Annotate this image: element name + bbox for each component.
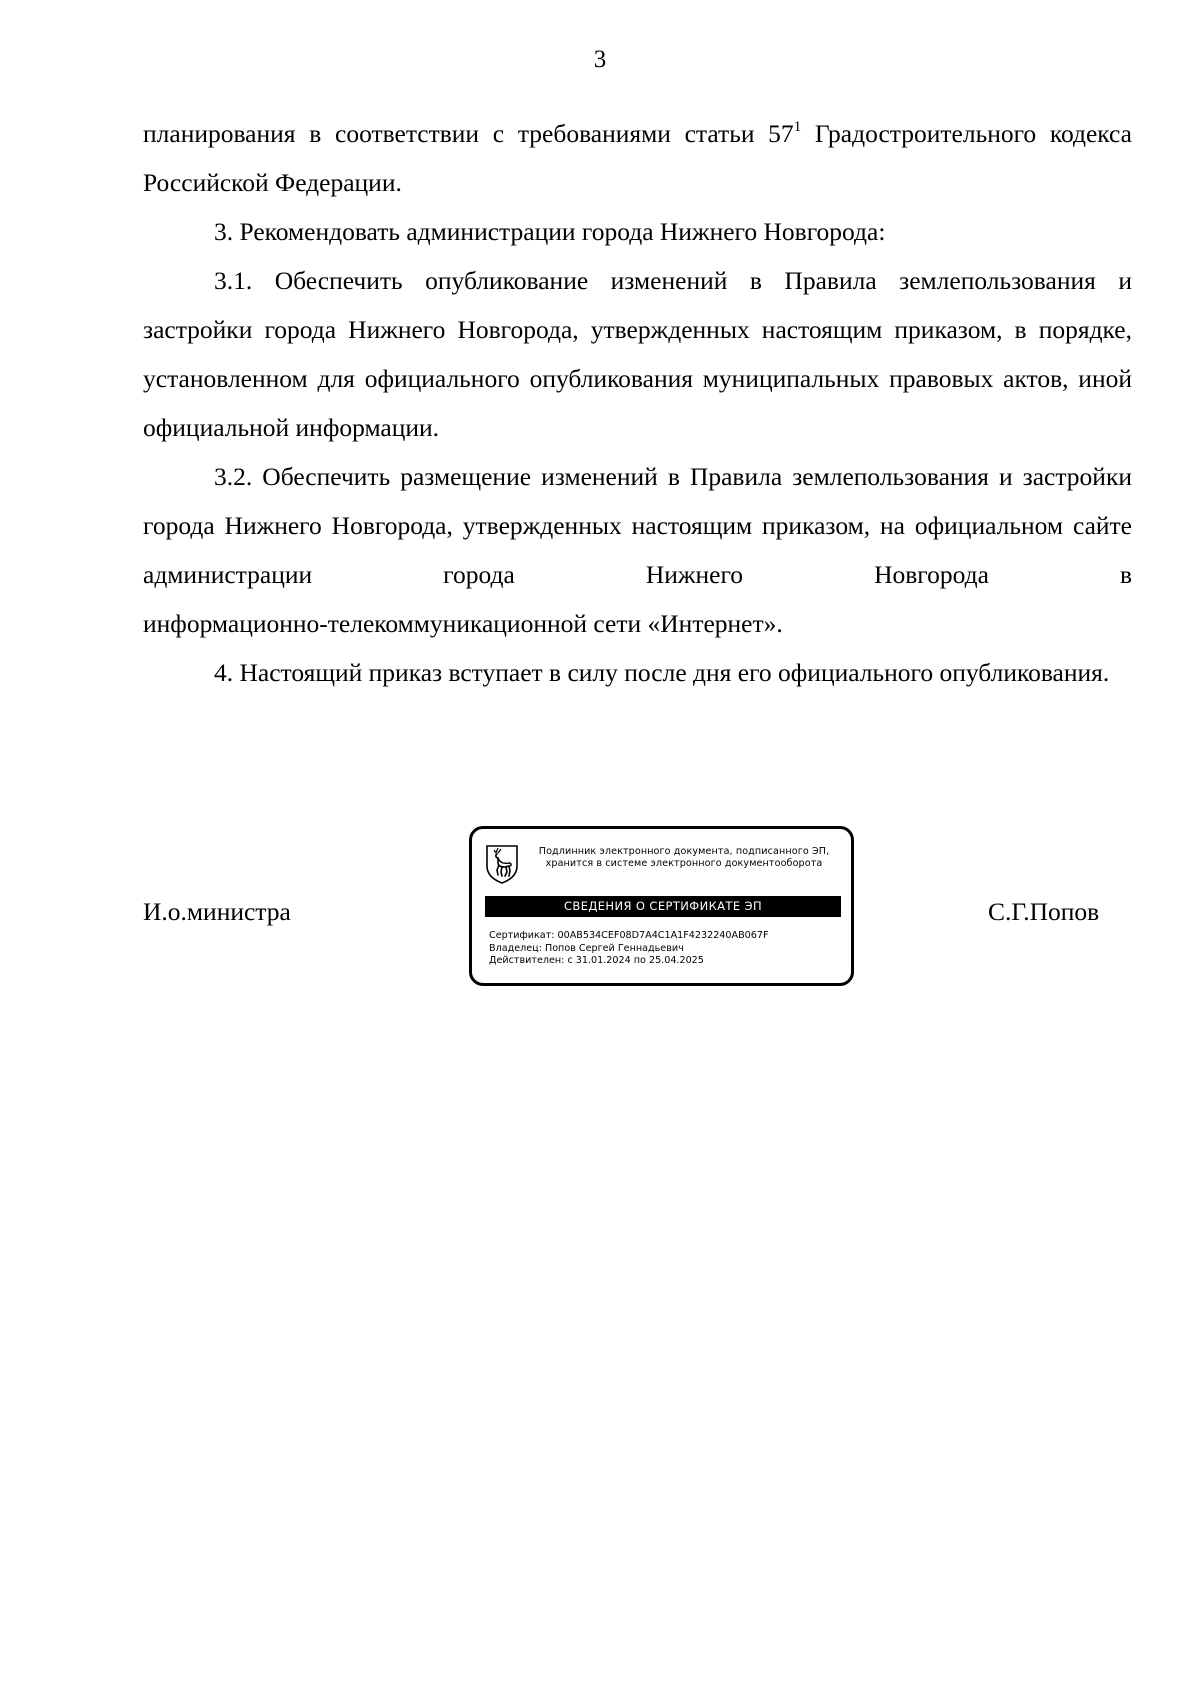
document-body: [143, 109, 1132, 697]
electronic-signature-stamp: [469, 826, 854, 986]
deer-coat-of-arms-icon: [485, 844, 519, 884]
paragraph-item-3-2: 3.2. Обеспечить размещение изменений в Правила землепользования и застройки города Нижнего Новгорода, утвержденных настоящим приказом, на официальном сайте администрации города Нижнего Новгорода в: [143, 462, 1132, 589]
certificate-number: Сертификат: 00AB534CEF08D7A4C1A1F4232240AB067F: [489, 930, 769, 941]
paragraph-item-3: 3. Рекомендовать администрации города Нижнего Новгорода:: [214, 217, 886, 246]
stamp-notice-line: хранится в системе электронного документооборота: [545, 858, 823, 869]
stamp-header: СВЕДЕНИЯ О СЕРТИФИКАТЕ ЭП: [485, 896, 841, 917]
signatory-name: С.Г.Попов: [988, 897, 1100, 926]
certificate-owner: Владелец: Попов Сергей Геннадьевич: [489, 942, 684, 954]
stamp-notice-line: Подлинник электронного документа, подписанного ЭП,: [538, 846, 830, 857]
signatory-role: И.о.министра: [143, 897, 291, 926]
superscript-index: 1: [793, 119, 802, 135]
certificate-validity: Действителен: с 31.01.2024 по 25.04.2025: [489, 955, 704, 966]
paragraph-text: планирования в соответствии с требованиями статьи 57: [143, 119, 794, 148]
paragraph-continuation: [143, 109, 1132, 207]
stamp-notice: [524, 846, 844, 870]
paragraph-item-4: 4. Настоящий приказ вступает в силу после дня его официального опубликования.: [214, 658, 1110, 687]
paragraph-text-tail: Градостроительного кодекса Российской Федерации.: [143, 119, 1132, 197]
paragraph-item-3-2-end: информационно-телекоммуникационной сети «Интернет».: [143, 609, 783, 638]
stamp-certificate-details: [489, 930, 769, 968]
page-number: 3: [593, 46, 607, 73]
paragraph-item-3-1: 3.1. Обеспечить опубликование изменений в Правила землепользования и застройки города Нижнего Новгорода, утвержденных настоящим приказом, в порядке, установленном для официального опубликования муниципальных правовых актов, иной официальной информации.: [143, 266, 1132, 442]
